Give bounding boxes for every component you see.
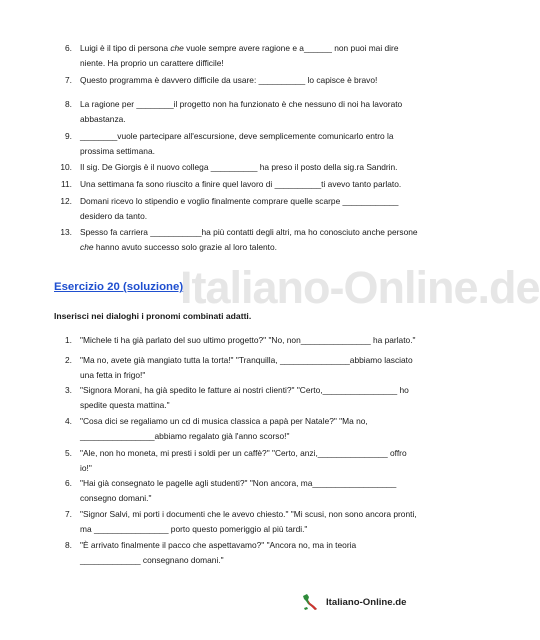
item-text-line: "Cosa dici se regaliamo un cd di musica classica a papà per Natale?" "Ma no,: [80, 416, 368, 426]
item-number: 13.: [60, 227, 72, 237]
item-text-line: ________vuole partecipare all'escursione, deve semplicemente comunicarlo entro la: [80, 131, 394, 141]
item-text-line: Spesso fa carriera ___________ha più contatti degli altri, ma ho conosciuto anche persone: [80, 227, 418, 237]
item-text-line: che hanno avuto successo solo grazie al loro talento.: [80, 242, 277, 252]
item-number: 3.: [65, 385, 72, 395]
item-text-line: spedite questa mattina.": [80, 400, 170, 410]
item-text-line: consegno domani.": [80, 493, 152, 503]
item-number: 11.: [60, 179, 72, 189]
item-text-line: abbastanza.: [80, 114, 126, 124]
item-text-line: "Hai già consegnato le pagelle agli studenti?" "Non ancora, ma__________________: [80, 478, 397, 488]
item-text-line: La ragione per ________il progetto non ha funzionato è che nessuno di noi ha lavorato: [80, 99, 403, 109]
item-number: 2.: [65, 355, 72, 365]
item-text-line: Luigi è il tipo di persona che vuole sempre avere ragione e a______ non puoi mai dire: [80, 43, 399, 53]
item-text-line: Domani ricevo lo stipendio e voglio finalmente comprare quelle scarpe ____________: [80, 196, 399, 206]
item-number: 1.: [65, 335, 72, 345]
item-number: 6.: [65, 43, 72, 53]
item-text-line: Questo programma è davvero difficile da usare: __________ lo capisce è bravo!: [80, 75, 378, 85]
item-number: 7.: [65, 75, 72, 85]
watermark: Italiano-Online.de: [180, 262, 540, 313]
item-text-line: Il sig. De Giorgis è il nuovo collega __________ ha preso il posto della sig.ra Sandrin.: [80, 162, 398, 172]
item-number: 9.: [65, 131, 72, 141]
item-text-line: prossima settimana.: [80, 146, 155, 156]
item-number: 8.: [65, 99, 72, 109]
item-number: 10.: [60, 162, 72, 172]
item-number: 8.: [65, 540, 72, 550]
item-text-line: "È arrivato finalmente il pacco che aspettavamo?" "Ancora no, ma in teoria: [80, 540, 357, 550]
item-number: 6.: [65, 478, 72, 488]
item-text-line: "Signor Salvi, mi porti i documenti che le avevo chiesto." "Mi scusi, non sono ancora pronti,: [80, 509, 417, 519]
item-text-line: desidero da tanto.: [80, 211, 148, 221]
item-number: 12.: [60, 196, 72, 206]
site-logo[interactable]: [300, 591, 407, 613]
logo-text: Italiano-Online.de: [326, 596, 407, 608]
item-number: 5.: [65, 448, 72, 458]
item-text-line: una fetta in frigo!": [80, 370, 146, 380]
item-text-line: ________________abbiamo regalato già l'anno scorso!": [80, 431, 290, 441]
italy-map-icon: [300, 591, 322, 613]
item-number: 4.: [65, 416, 72, 426]
item-text-line: niente. Ha proprio un carattere difficile!: [80, 58, 224, 68]
item-text-line: _____________ consegnano domani.": [80, 555, 224, 565]
exercise-instruction: Inserisci nei dialoghi i pronomi combinati adatti.: [54, 311, 252, 321]
item-text-line: "Ale, non ho moneta, mi presti i soldi per un caffè?" "Certo, anzi,_______________ offro: [80, 448, 407, 458]
item-text-line: Una settimana fa sono riuscito a finire quel lavoro di __________ti avevo tanto parlato.: [80, 179, 402, 189]
item-text-line: ma ________________ porto questo pomeriggio al più tardi.": [80, 524, 308, 534]
exercise-title[interactable]: Esercizio 20 (soluzione): [54, 281, 184, 293]
item-text-line: "Signora Morani, ha già spedito le fatture ai nostri clienti?" "Certo,________________ ho: [80, 385, 409, 395]
item-text-line: io!": [80, 463, 92, 473]
item-number: 7.: [65, 509, 72, 519]
item-text-line: "Ma no, avete già mangiato tutta la torta!" "Tranquilla, _______________abbiamo lasciato: [80, 355, 413, 365]
item-text-line: "Michele ti ha già parlato del suo ultimo progetto?" "No, non_______________ ha parlato.": [80, 335, 416, 345]
